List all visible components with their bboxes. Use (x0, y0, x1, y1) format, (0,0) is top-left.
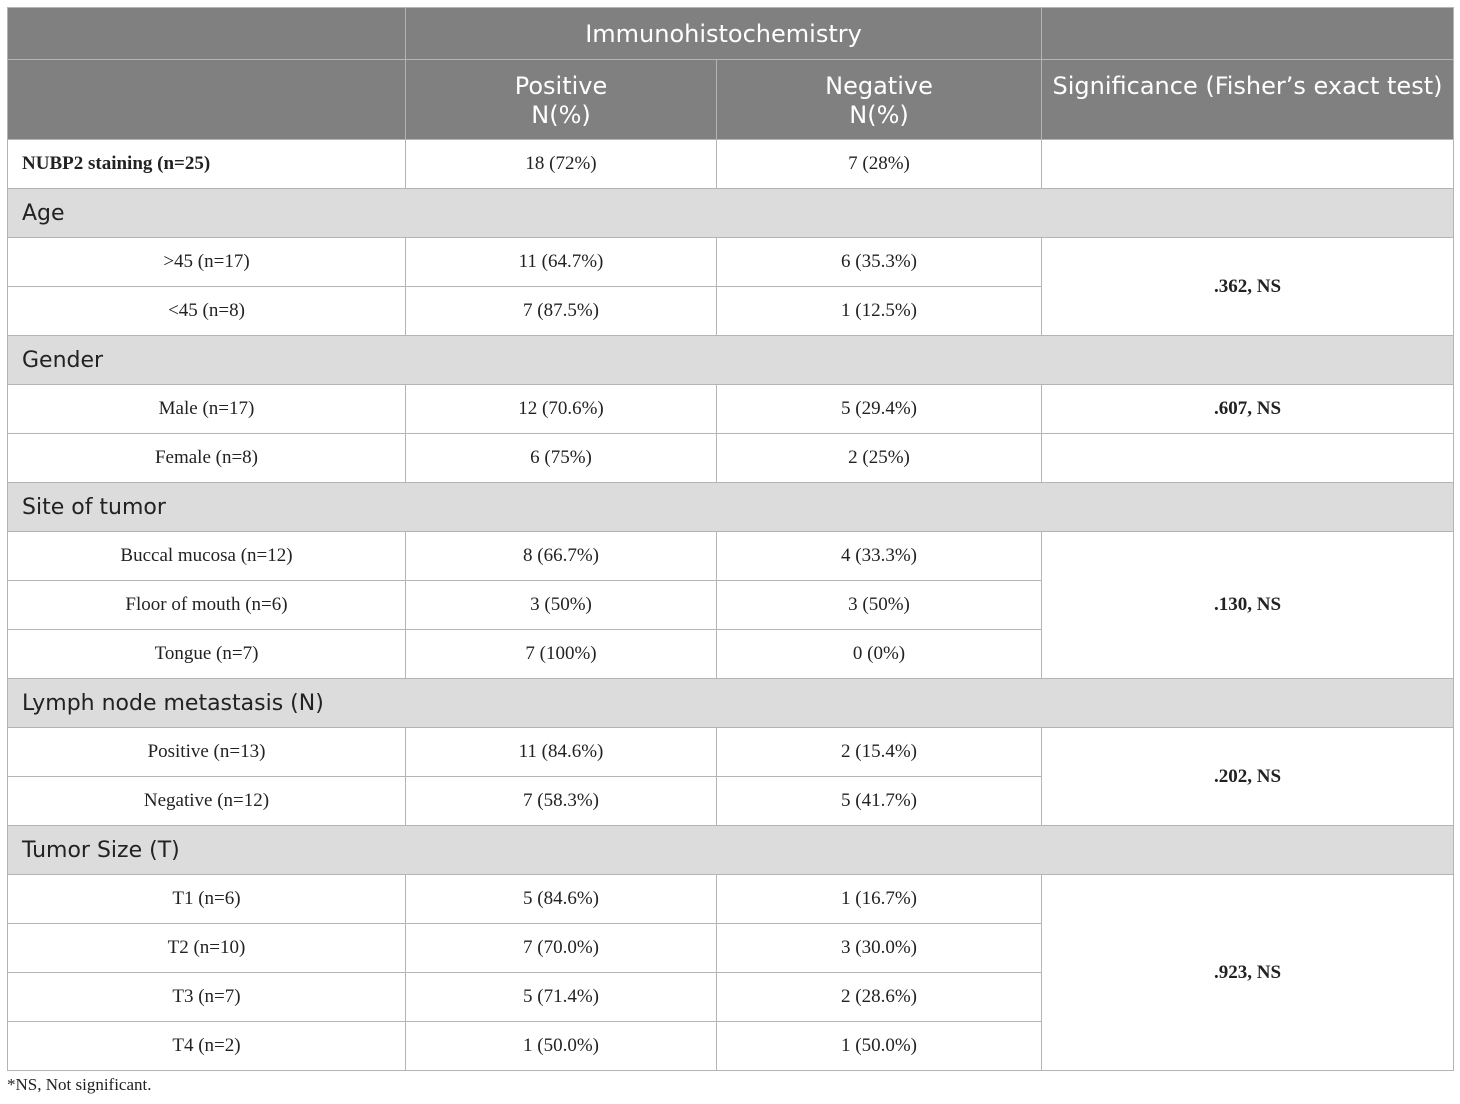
row-label: <45 (n=8) (8, 287, 406, 336)
row-label: Buccal mucosa (n=12) (8, 532, 406, 581)
row-negative: 1 (16.7%) (717, 875, 1042, 924)
total-label: NUBP2 staining (n=25) (8, 140, 406, 189)
header-positive-unit: N(%) (531, 101, 591, 129)
row-label: T2 (n=10) (8, 924, 406, 973)
table-row (8, 532, 1454, 581)
group-row-gender (8, 336, 1454, 385)
table-row (8, 728, 1454, 777)
row-label: Positive (n=13) (8, 728, 406, 777)
row-label: Tongue (n=7) (8, 630, 406, 679)
header-negative-label: Negative (825, 72, 933, 100)
row-positive: 7 (58.3%) (406, 777, 717, 826)
significance-lymph: .202, NS (1042, 728, 1454, 826)
table-row (8, 385, 1454, 434)
total-row (8, 140, 1454, 189)
row-positive: 7 (87.5%) (406, 287, 717, 336)
header-row-1 (8, 8, 1454, 60)
group-row-site (8, 483, 1454, 532)
header-negative (717, 60, 1042, 140)
row-negative: 2 (25%) (717, 434, 1042, 483)
row-negative: 1 (50.0%) (717, 1022, 1042, 1071)
row-negative: 2 (28.6%) (717, 973, 1042, 1022)
row-label: Female (n=8) (8, 434, 406, 483)
row-negative: 5 (29.4%) (717, 385, 1042, 434)
table-row (8, 238, 1454, 287)
group-row-age (8, 189, 1454, 238)
results-table (7, 7, 1454, 1071)
group-title-gender: Gender (8, 336, 1454, 385)
row-positive: 7 (100%) (406, 630, 717, 679)
row-negative: 6 (35.3%) (717, 238, 1042, 287)
group-title-site: Site of tumor (8, 483, 1454, 532)
total-negative: 7 (28%) (717, 140, 1042, 189)
row-positive: 8 (66.7%) (406, 532, 717, 581)
group-title-lymph: Lymph node metastasis (N) (8, 679, 1454, 728)
significance-gender-empty (1042, 434, 1454, 483)
row-positive: 11 (84.6%) (406, 728, 717, 777)
group-row-lymph (8, 679, 1454, 728)
header-empty-cell (8, 8, 406, 60)
significance-site: .130, NS (1042, 532, 1454, 679)
row-label: T3 (n=7) (8, 973, 406, 1022)
row-positive: 11 (64.7%) (406, 238, 717, 287)
row-positive: 5 (71.4%) (406, 973, 717, 1022)
group-title-age: Age (8, 189, 1454, 238)
row-negative: 4 (33.3%) (717, 532, 1042, 581)
row-positive: 6 (75%) (406, 434, 717, 483)
row-label: Negative (n=12) (8, 777, 406, 826)
table-container (7, 7, 1453, 1071)
significance-tumor-size: .923, NS (1042, 875, 1454, 1071)
significance-age: .362, NS (1042, 238, 1454, 336)
row-positive: 7 (70.0%) (406, 924, 717, 973)
row-negative: 0 (0%) (717, 630, 1042, 679)
total-positive: 18 (72%) (406, 140, 717, 189)
row-positive: 1 (50.0%) (406, 1022, 717, 1071)
header-negative-unit: N(%) (849, 101, 909, 129)
group-title-tumor-size: Tumor Size (T) (8, 826, 1454, 875)
row-negative: 5 (41.7%) (717, 777, 1042, 826)
row-label: Floor of mouth (n=6) (8, 581, 406, 630)
significance-gender: .607, NS (1042, 385, 1454, 434)
total-significance (1042, 140, 1454, 189)
table-row (8, 875, 1454, 924)
table-row (8, 434, 1454, 483)
header-empty-cell (1042, 8, 1454, 60)
row-negative: 3 (50%) (717, 581, 1042, 630)
row-negative: 2 (15.4%) (717, 728, 1042, 777)
row-label: >45 (n=17) (8, 238, 406, 287)
header-row-2 (8, 60, 1454, 140)
header-positive (406, 60, 717, 140)
row-label: T4 (n=2) (8, 1022, 406, 1071)
row-negative: 3 (30.0%) (717, 924, 1042, 973)
header-significance: Significance (Fisher’s exact test) (1042, 60, 1454, 140)
row-positive: 3 (50%) (406, 581, 717, 630)
row-positive: 12 (70.6%) (406, 385, 717, 434)
row-label: T1 (n=6) (8, 875, 406, 924)
header-immunohistochemistry: Immunohistochemistry (406, 8, 1042, 60)
row-label: Male (n=17) (8, 385, 406, 434)
row-positive: 5 (84.6%) (406, 875, 717, 924)
header-empty-cell (8, 60, 406, 140)
header-positive-label: Positive (514, 72, 608, 100)
row-negative: 1 (12.5%) (717, 287, 1042, 336)
footnote: *NS, Not significant. (7, 1075, 152, 1094)
group-row-tumor-size (8, 826, 1454, 875)
